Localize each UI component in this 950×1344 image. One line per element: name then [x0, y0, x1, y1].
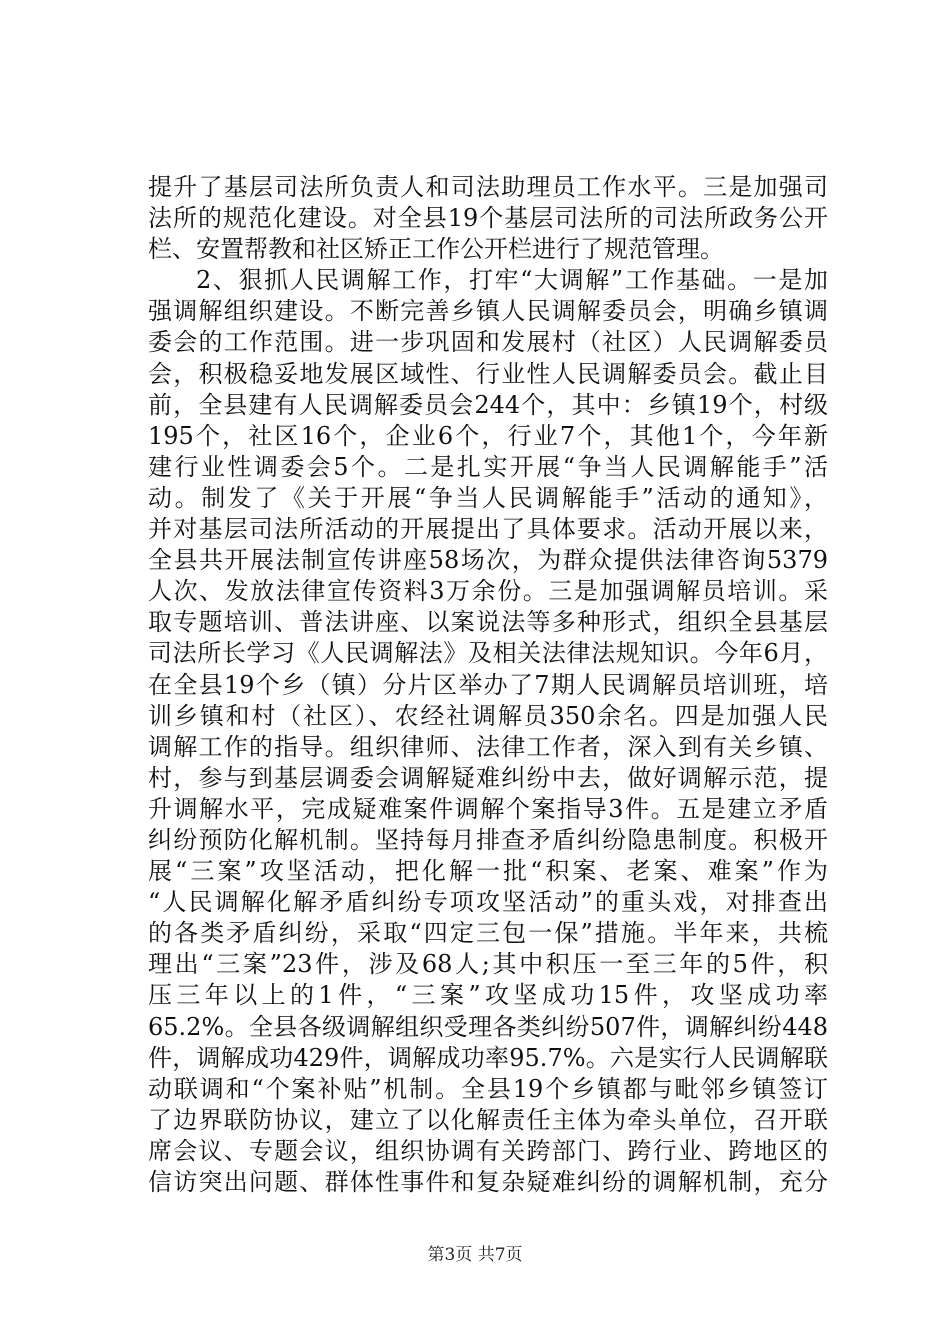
text-line: 训乡镇和村（社区）、农经社调解员350余名。四是加强人民 — [148, 701, 828, 730]
text-line: 展“三案”攻坚活动，把化解一批“积案、老案、难案”作为 — [148, 857, 828, 886]
text-line: 195个，社区16个，企业6个，行业7个，其他1个，今年新 — [148, 421, 828, 450]
text-line: 压三年以上的1件，“三案”攻坚成功15件，攻坚成功率 — [148, 981, 828, 1010]
text-line: 的各类矛盾纠纷，采取“四定三包一保”措施。半年来，共梳 — [148, 919, 828, 948]
text-line: 件，调解成功429件，调解成功率95.7%。六是实行人民调解联 — [148, 1043, 828, 1072]
text-line: 栏、安置帮教和社区矫正工作公开栏进行了规范管理。 — [148, 235, 724, 264]
text-line: 人次、发放法律宣传资料3万余份。三是加强调解员培训。采 — [148, 577, 828, 606]
text-line: 席会议、专题会议，组织协调有关跨部门、跨行业、跨地区的 — [148, 1136, 828, 1165]
text-line: 法所的规范化建设。对全县19个基层司法所的司法所政务公开 — [148, 204, 828, 233]
text-line: 信访突出问题、群体性事件和复杂疑难纠纷的调解机制，充分 — [148, 1168, 828, 1196]
text-line: 2、狠抓人民调解工作，打牢“大调解”工作基础。一是加 — [196, 266, 828, 295]
page-footer: 第3页 共7页 — [427, 1245, 523, 1265]
text-line: 理出“三案”23件，涉及68人;其中积压一至三年的5件，积 — [148, 950, 828, 979]
text-line: 司法所长学习《人民调解法》及相关法律法规知识。今年6月， — [148, 639, 828, 668]
body-text — [148, 172, 828, 1198]
text-line: 纠纷预防化解机制。坚持每月排查矛盾纠纷隐患制度。积极开 — [148, 825, 828, 854]
text-line: 前，全县建有人民调解委员会244个，其中：乡镇19个，村级 — [148, 390, 828, 419]
text-line: 取专题培训、普法讲座、以案说法等多种形式，组织全县基层 — [148, 608, 828, 637]
text-line: 提升了基层司法所负责人和司法助理员工作水平。三是加强司 — [148, 173, 828, 201]
text-line: 了边界联防协议，建立了以化解责任主体为牵头单位，召开联 — [148, 1105, 828, 1134]
text-line: 调解工作的指导。组织律师、法律工作者，深入到有关乡镇、 — [148, 732, 828, 761]
text-line: 升调解水平，完成疑难案件调解个案指导3件。五是建立矛盾 — [148, 794, 828, 823]
text-line: 全县共开展法制宣传讲座58场次，为群众提供法律咨询5379 — [148, 546, 828, 575]
text-line: 在全县19个乡（镇）分片区举办了7期人民调解员培训班，培 — [148, 670, 828, 699]
text-line: 委会的工作范围。进一步巩固和发展村（社区）人民调解委员 — [148, 328, 828, 357]
text-line: 村，参与到基层调委会调解疑难纠纷中去，做好调解示范，提 — [148, 763, 828, 792]
text-line: 65.2%。全县各级调解组织受理各类纠纷507件，调解纠纷448 — [148, 1012, 828, 1041]
text-line: 动联调和“个案补贴”机制。全县19个乡镇都与毗邻乡镇签订 — [148, 1074, 828, 1103]
text-line: 建行业性调委会5个。二是扎实开展“争当人民调解能手”活 — [148, 452, 828, 481]
text-line: 并对基层司法所活动的开展提出了具体要求。活动开展以来， — [148, 515, 828, 544]
text-line: “人民调解化解矛盾纠纷专项攻坚活动”的重头戏，对排查出 — [148, 888, 828, 917]
text-line: 动。制发了《关于开展“争当人民调解能手”活动的通知》， — [148, 483, 828, 512]
text-line: 会，积极稳妥地发展区域性、行业性人民调解委员会。截止目 — [148, 359, 828, 388]
text-line: 强调解组织建设。不断完善乡镇人民调解委员会，明确乡镇调 — [148, 297, 828, 326]
